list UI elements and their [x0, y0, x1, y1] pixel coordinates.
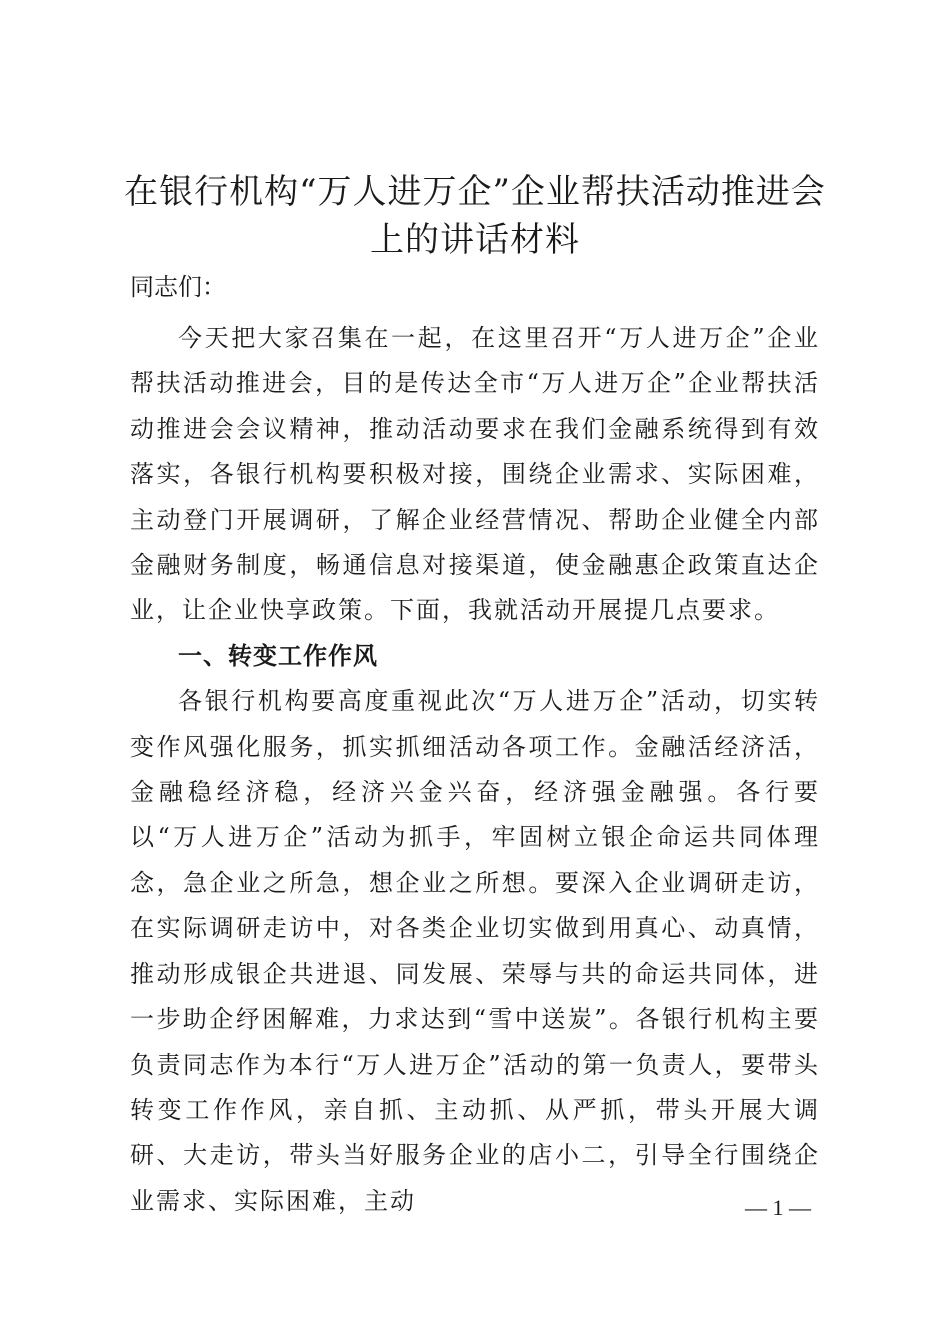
- section-paragraph: 各银行机构要高度重视此次“万人进万企”活动，切实转变作风强化服务，抓实抓细活动各项工作。金融活经济活，金融稳经济稳，经济兴金兴奋，经济强金融强。各行要以“万人进万企”活动为抓手，牢固树立银企命运共同体理念，急企业之所急，想企业之所想。要深入企业调研走访，在实际调研走访中，对各类企业切实做到用真心、动真情，推动形成银企共进退、同发展、荣辱与共的命运共同体，进一步助企纾困解难，力求达到“雪中送炭”。各银行机构主要负责同志作为本行“万人进万企”活动的第一负责人，要带头转变工作作风，亲自抓、主动抓、从严抓，带头开展大调研、大走访，带头当好服务企业的店小二，引导全行围绕企业需求、实际困难，主动: [130, 687, 820, 1215]
- section-heading: 一、转变工作作风: [178, 641, 378, 670]
- page-number: — 1 —: [745, 1195, 811, 1220]
- intro-paragraph: 今天把大家召集在一起，在这里召开“万人进万企”企业帮扶活动推进会，目的是传达全市“万人进万企”企业帮扶活动推进会会议精神，推动活动要求在我们金融系统得到有效落实，各银行机构要积极对接，围绕企业需求、实际困难，主动登门开展调研，了解企业经营情况、帮助企业健全内部金融财务制度，畅通信息对接渠道，使金融惠企政策直达企业，让企业快享政策。下面，我就活动开展提几点要求。: [130, 324, 820, 625]
- document-title: 在银行机构“万人进万企”企业帮扶活动推进会上的讲话材料: [124, 172, 826, 260]
- salutation: 同志们：: [130, 273, 226, 301]
- document-body: [130, 316, 820, 1224]
